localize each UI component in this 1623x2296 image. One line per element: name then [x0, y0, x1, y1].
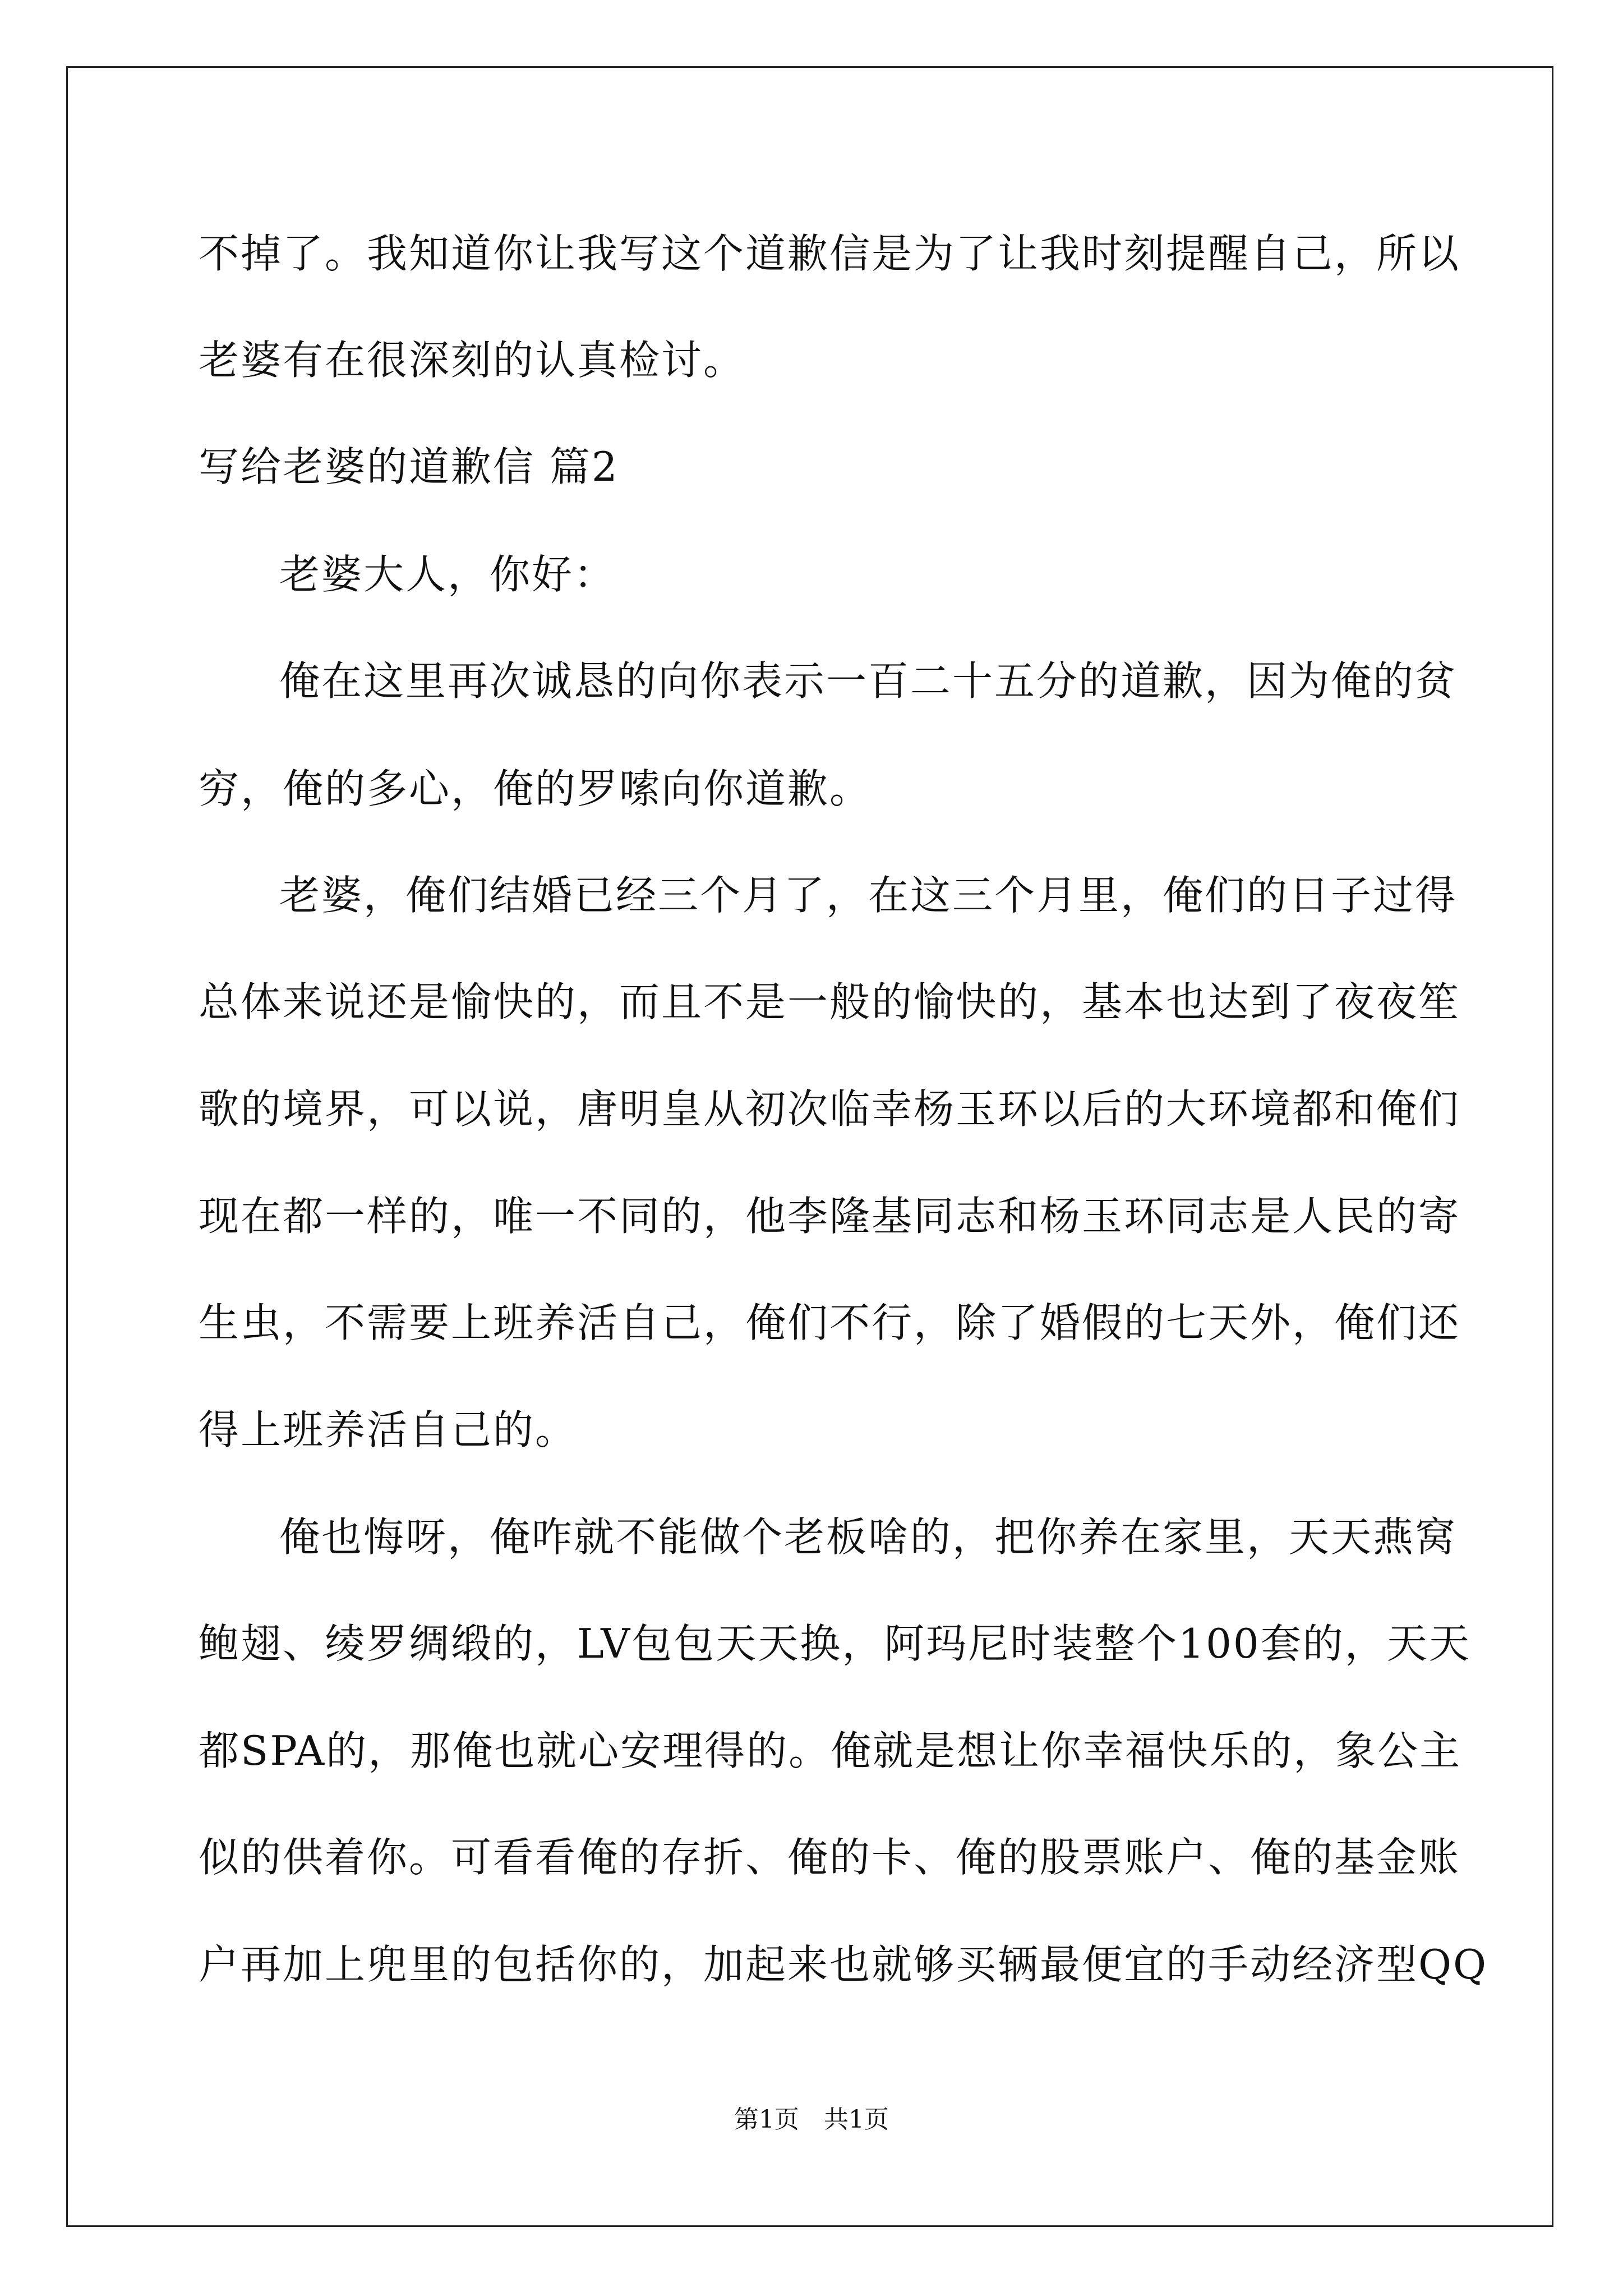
page-border [66, 66, 1553, 2227]
paragraph-line: 都SPA的，那俺也就心安理得的。俺就是想让你幸福快乐的，象公主 [199, 1727, 1462, 1774]
paragraph-line: 总体来说还是愉快的，而且不是一般的愉快的，基本也达到了夜夜笙 [199, 978, 1461, 1025]
paragraph-line: 俺在这里再次诚恳的向你表示一百二十五分的道歉，因为俺的贫 [279, 657, 1458, 705]
paragraph-line: 似的供着你。可看看俺的存折、俺的卡、俺的股票账户、俺的基金账 [199, 1834, 1461, 1881]
paragraph-line: 生虫，不需要上班养活自己，俺们不行，除了婚假的七天外，俺们还 [199, 1299, 1461, 1346]
paragraph-line: 户再加上兜里的包括你的，加起来也就够买辆最便宜的手动经济型QQ [199, 1941, 1488, 1988]
page-number-footer: 第1页 共1页 [734, 2105, 889, 2134]
paragraph-line: 现在都一样的，唯一不同的，他李隆基同志和杨玉环同志是人民的寄 [199, 1193, 1461, 1240]
paragraph-line: 穷，俺的多心，俺的罗嗦向你道歉。 [199, 765, 872, 812]
paragraph-line: 歌的境界，可以说，唐明皇从初次临幸杨玉环以后的大环境都和俺们 [199, 1085, 1461, 1133]
paragraph-line: 得上班养活自己的。 [199, 1406, 578, 1453]
paragraph-line: 俺也悔呀，俺咋就不能做个老板啥的，把你养在家里，天天燕窝 [279, 1513, 1458, 1561]
section-heading: 写给老婆的道歉信 篇2 [199, 443, 619, 490]
paragraph-line: 不掉了。我知道你让我写这个道歉信是为了让我时刻提醒自己，所以 [199, 230, 1461, 277]
paragraph-line: 鲍翅、绫罗绸缎的，LV包包天天换，阿玛尼时装整个100套的，天天 [199, 1620, 1471, 1667]
salutation: 老婆大人，你好： [279, 551, 616, 598]
paragraph-line: 老婆，俺们结婚已经三个月了，在这三个月里，俺们的日子过得 [279, 872, 1458, 919]
paragraph-line: 老婆有在很深刻的认真检讨。 [199, 337, 746, 384]
